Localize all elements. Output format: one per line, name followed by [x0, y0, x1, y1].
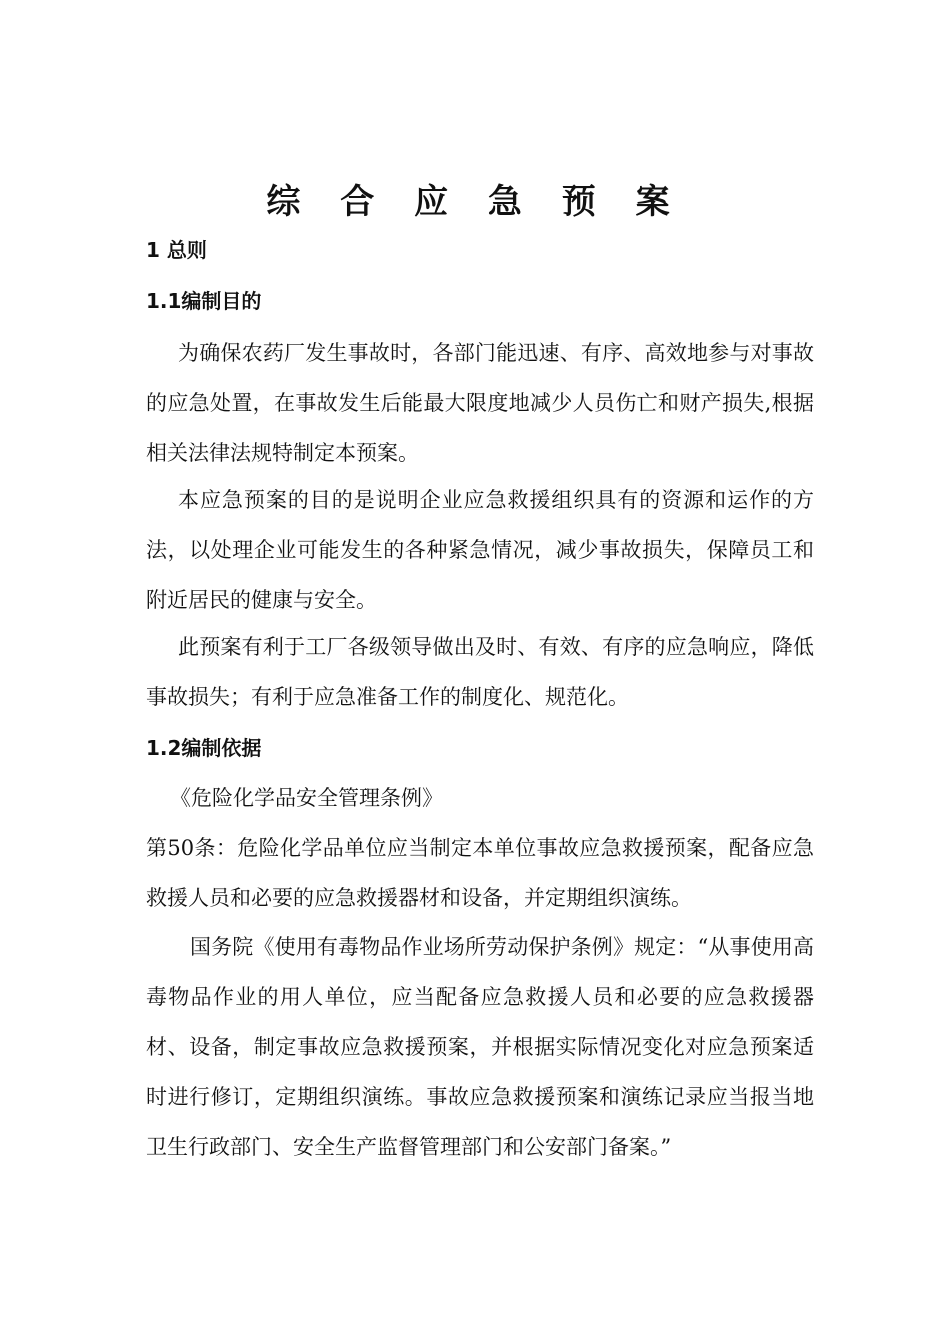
- purpose-paragraph-3: 此预案有利于工厂各级领导做出及时、有效、有序的应急响应，降低事故损失；有利于应急准备工作的制度化、规范化。: [146, 635, 814, 709]
- section-heading-general: 1 总则: [146, 238, 207, 262]
- regulation-title: 《危险化学品安全管理条例》: [170, 786, 443, 810]
- purpose-paragraph-1: 为确保农药厂发生事故时，各部门能迅速、有序、高效地参与对事故的应急处置，在事故发生后能最大限度地减少人员伤亡和财产损失,根据相关法律法规特制定本预案。: [146, 341, 814, 465]
- document-title: 综 合 应 急 预 案: [266, 182, 684, 222]
- section-heading-purpose: 1.1编制目的: [146, 289, 262, 313]
- purpose-paragraph-2: 本应急预案的目的是说明企业应急救援组织具有的资源和运作的方法，以处理企业可能发生的各种紧急情况，减少事故损失，保障员工和附近居民的健康与安全。: [146, 488, 814, 612]
- state-council-quote-paragraph: 国务院《使用有毒物品作业场所劳动保护条例》规定：“从事使用高毒物品作业的用人单位，应当配备应急救援人员和必要的应急救援器材、设备，制定事故应急救援预案，并根据实际情况变化对应急预案适时进行修订，定期组织演练。事故应急救援预案和演练记录应当报当地卫生行政部门、安全生产监督管理部门和公安部门备案。”: [146, 935, 814, 1159]
- article-50-paragraph: 第50条：危险化学品单位应当制定本单位事故应急救援预案，配备应急救援人员和必要的应急救援器材和设备，并定期组织演练。: [146, 836, 814, 910]
- section-heading-basis: 1.2编制依据: [146, 736, 262, 760]
